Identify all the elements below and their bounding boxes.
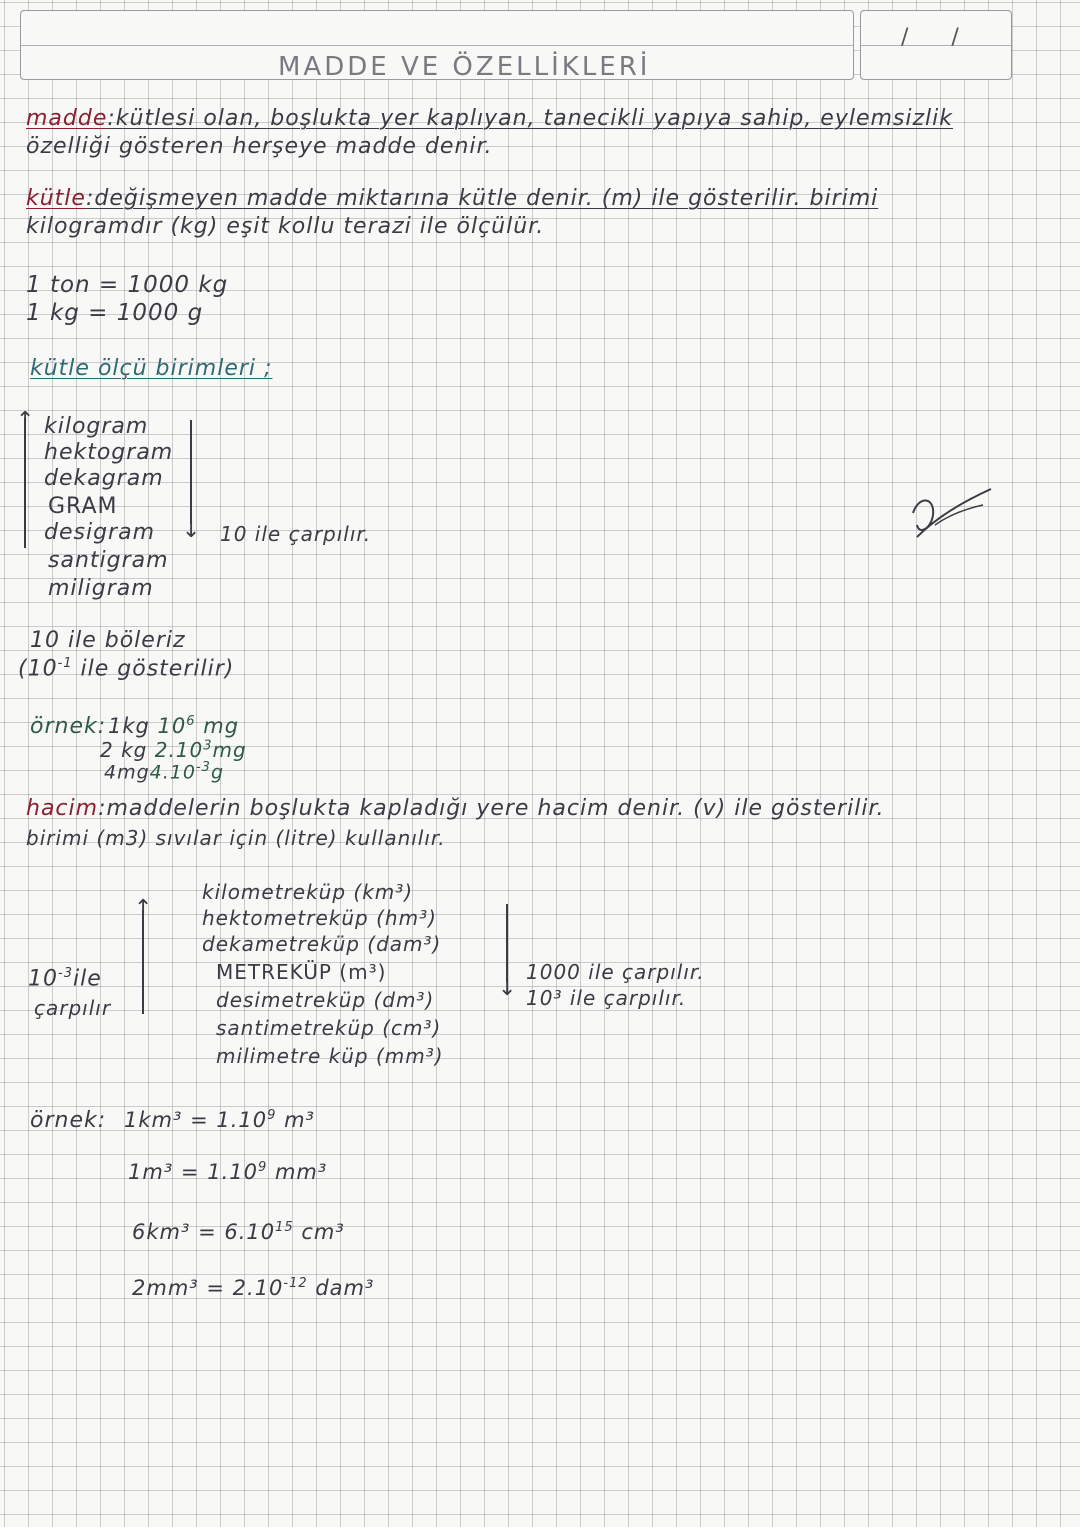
unit-dekagram: dekagram xyxy=(44,466,164,491)
kutle-term: kütle xyxy=(26,186,86,211)
right-bracket-line xyxy=(190,420,192,524)
ornek2-row1: 1km³ = 1.10$^9$ m³ xyxy=(124,1108,315,1132)
left-bracket-line xyxy=(24,418,26,548)
arrow-up-icon-2: ↑ xyxy=(134,896,153,921)
unit-desigram: desigram xyxy=(44,520,155,545)
madde-term: madde xyxy=(26,106,108,131)
unit-m3: METREKÜP (m³) xyxy=(216,960,387,984)
hacim-right-note-1: 1000 ile çarpılır. xyxy=(526,960,705,984)
divide-note-1: 10 ile böleriz xyxy=(30,628,186,653)
ornek2-row4: $2mm^3 = 2.10^{-12}$ dam³ xyxy=(132,1276,375,1300)
kutle-definition-line2: kilogramdır (kg) eşit kollu terazi ile ölçülür. xyxy=(26,214,545,239)
divide-note-2: ($10^{-1}$ ile gösterilir) xyxy=(18,656,235,682)
unit-gram: GRAM xyxy=(48,494,118,519)
unit-km3: kilometreküp (km³) xyxy=(202,880,414,904)
unit-dam3: dekametreküp (dam³) xyxy=(202,932,442,956)
unit-santigram: santigram xyxy=(48,548,169,573)
conversion-kg: 1 kg = 1000 g xyxy=(26,300,204,326)
ornek2-label: örnek: xyxy=(30,1108,107,1133)
unit-hektogram: hektogram xyxy=(44,440,174,465)
hacim-definition-line2: birimi (m3) sıvılar için (litre) kullanılır. xyxy=(26,826,446,850)
multiply-note: 10 ile çarpılır. xyxy=(220,522,372,546)
unit-dm3: desimetreküp (dm³) xyxy=(216,988,435,1012)
date-field: / / xyxy=(901,25,977,50)
hacim-left-line xyxy=(142,910,144,1014)
ornek1-label: örnek: xyxy=(30,714,107,739)
ornek2-row3: 6km³ = 6.10$^{15}$ cm³ xyxy=(132,1220,345,1244)
unit-hm3: hektometreküp (hm³) xyxy=(202,906,437,930)
hacim-definition-line1: hacim:maddelerin boşlukta kapladığı yere hacim denir. (v) ile gösterilir. xyxy=(26,796,885,821)
hacim-right-note-2: 10³ ile çarpılır. xyxy=(526,986,687,1010)
ornek2-row2: 1m³ = 1.10$^9$ mm³ xyxy=(128,1160,328,1184)
kutle-birimleri-heading: kütle ölçü birimleri ; xyxy=(30,356,273,381)
arrow-up-icon: ↑ xyxy=(16,408,35,433)
hacim-right-line xyxy=(506,904,508,982)
ornek1-row1: 1kg $10^6$ mg xyxy=(108,714,240,738)
page-title: MADDE VE ÖZELLİKLERİ xyxy=(278,52,651,82)
hacim-term: hacim xyxy=(26,796,99,821)
conversion-ton: 1 ton = 1000 kg xyxy=(26,272,229,298)
madde-definition-line2: özelliği gösteren herşeye madde denir. xyxy=(26,134,493,159)
hacim-left-note-2: çarpılır xyxy=(34,996,112,1020)
unit-miligram: miligram xyxy=(48,576,154,601)
madde-definition-line1: madde:kütlesi olan, boşlukta yer kaplıyan, tanecikli yapıya sahip, eylemsizlik xyxy=(26,106,954,131)
arrow-down-icon: ↓ xyxy=(182,518,201,543)
teacher-check-icon xyxy=(905,485,995,545)
ornek1-row3: $4mg4.10^{-3}g$ xyxy=(104,760,225,784)
hacim-left-note-1: $10^{-3}ile$ xyxy=(28,966,102,992)
unit-cm3: santimetreküp (cm³) xyxy=(216,1016,442,1040)
unit-kilogram: kilogram xyxy=(44,414,149,439)
date-box xyxy=(860,10,1012,80)
ornek1-row2: 2 kg 2.10$^3$mg xyxy=(100,738,247,762)
kutle-definition-line1: kütle:değişmeyen madde miktarına kütle denir. (m) ile gösterilir. birimi xyxy=(26,186,879,211)
arrow-down-icon-2: ↓ xyxy=(498,976,517,1001)
unit-mm3: milimetre küp (mm³) xyxy=(216,1044,444,1068)
